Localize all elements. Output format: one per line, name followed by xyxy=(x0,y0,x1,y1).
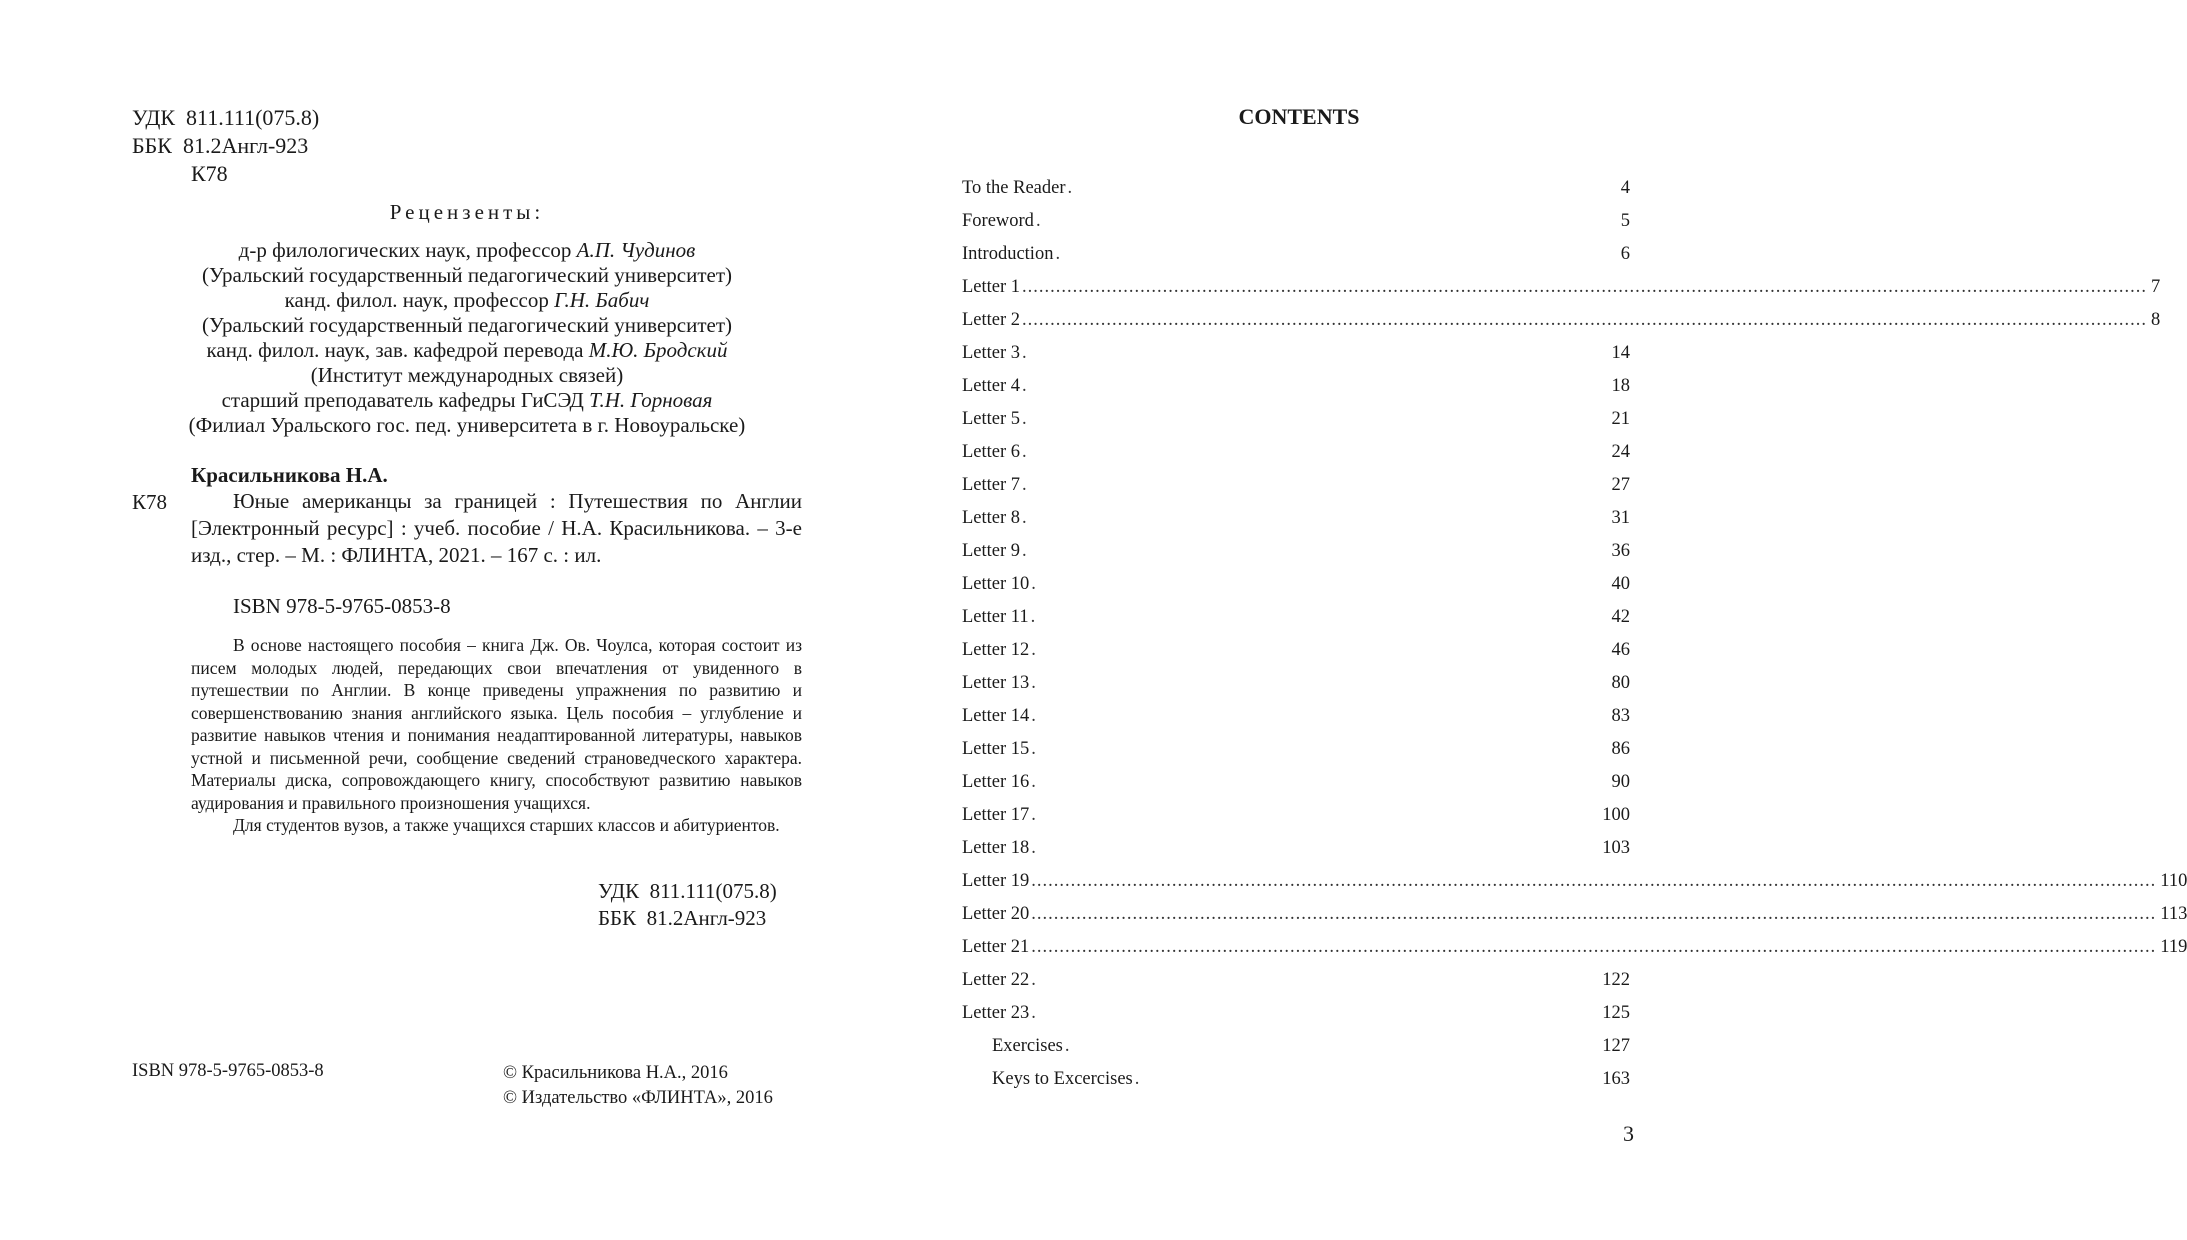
toc-entry[interactable] xyxy=(962,541,1630,574)
toc-entry-label: Letter 1 xyxy=(962,277,1021,297)
toc-entry-label: Letter 14 xyxy=(962,706,1030,726)
toc-leader: . xyxy=(1030,607,1037,627)
reviewer-text: старший преподаватель кафедры ГиСЭД xyxy=(221,388,590,412)
toc-leader: . xyxy=(1134,1069,1141,1089)
toc-leader: . xyxy=(1031,838,1037,858)
toc-entry-label: Keys to Excercises xyxy=(992,1069,1133,1089)
copyright-publisher: © Издательство «ФЛИНТА», 2016 xyxy=(503,1088,773,1108)
toc-entry-page: 110 xyxy=(2160,871,2187,891)
bbk-code: ББК 81.2Англ-923 xyxy=(132,133,309,158)
audience-paragraph: Для студентов вузов, а также учащихся старших классов и абитуриентов. xyxy=(233,815,780,835)
toc-entry-page: 113 xyxy=(2160,904,2187,924)
toc-entry[interactable] xyxy=(962,574,1630,607)
toc-entry-page: 163 xyxy=(1602,1069,1630,1089)
toc-entry-label: Letter 22 xyxy=(962,970,1030,990)
bibliographic-text: Юные американцы за границей : Путешествия по Англии [Электронный ресурс] : учеб. пособие / Н.А. Красильникова. – 3-е изд., стер. – М. : ФЛИНТА, 2021. – 167 с. : ил. xyxy=(191,489,802,567)
toc-entry[interactable] xyxy=(962,1003,1630,1036)
toc-entry-page: 21 xyxy=(1611,409,1630,429)
toc-entry[interactable] xyxy=(962,244,1630,277)
left-page xyxy=(0,0,877,1240)
toc-entry[interactable] xyxy=(962,409,1630,442)
contents-title-wrap: CONTENTS xyxy=(1238,104,1360,129)
reviewer-line xyxy=(132,238,802,263)
toc-entry-page: 5 xyxy=(1620,211,1630,231)
reviewer-name: Г.Н. Бабич xyxy=(554,288,650,312)
toc-entry-label: Letter 4 xyxy=(962,376,1021,396)
toc-leader: . xyxy=(1064,1036,1071,1056)
reviewer-line xyxy=(132,288,802,313)
toc-entry-label: Exercises xyxy=(992,1036,1063,1056)
reviewer-line xyxy=(132,313,802,338)
toc-leader: . xyxy=(1022,475,1028,495)
toc-entry-label: Letter 6 xyxy=(962,442,1021,462)
toc-leader: . xyxy=(1067,178,1074,198)
toc-entry[interactable] xyxy=(962,310,2161,343)
bibliographic-record xyxy=(191,488,802,569)
reviewers-list xyxy=(132,238,802,438)
toc-leader: . xyxy=(1022,508,1028,528)
toc-entry-label: Letter 13 xyxy=(962,673,1030,693)
author-name: Красильникова Н.А. xyxy=(191,463,388,487)
toc-entry[interactable] xyxy=(962,1036,1630,1069)
udk-code: УДК 811.111(075.8) xyxy=(132,105,320,130)
isbn-footer: ISBN 978-5-9765-0853-8 xyxy=(132,1061,324,1081)
abstract-paragraph: В основе настоящего пособия – книга Дж. Ов. Чоулса, которая состоит из писем молодых людей, передающих свои впечатления от увиденного в путешествии по Англии. В конце приведены упражнения по развитию и совершенствованию знания английского языка. Цель пособия – углубление и развитие навыков чтения и понимания неадаптированной литературы, навыков устной и письменной речи, сообщение сведений страноведческого характера. Материалы диска, сопровождающего книгу, способствуют развитию навыков аудирования и правильного произношения учащихся. xyxy=(191,635,802,813)
reviewer-text: канд. филол. наук, зав. кафедрой перевода xyxy=(206,338,589,362)
reviewer-line xyxy=(132,388,802,413)
toc-entry-page: 127 xyxy=(1602,1036,1630,1056)
toc-leader: . xyxy=(1031,772,1037,792)
classification-block xyxy=(132,104,319,188)
toc-entry[interactable] xyxy=(962,805,1630,838)
toc-entry-label: Letter 17 xyxy=(962,805,1030,825)
reviewer-text: (Институт международных связей) xyxy=(310,363,624,387)
right-page xyxy=(877,0,2187,1240)
reviewer-name: А.П. Чудинов xyxy=(576,238,696,262)
toc-entry[interactable] xyxy=(962,838,1630,871)
toc-leader: ........................................................................................................................................................................................................ xyxy=(1031,937,2157,957)
toc-entry[interactable] xyxy=(962,442,1630,475)
author-mark: К78 xyxy=(191,161,228,186)
toc-entry-page: 80 xyxy=(1611,673,1630,693)
toc-entry[interactable] xyxy=(962,673,1630,706)
reviewer-text: (Уральский государственный педагогический университет) xyxy=(201,313,733,337)
reviewer-text: канд. филол. наук, профессор xyxy=(284,288,555,312)
toc-entry-label: Letter 16 xyxy=(962,772,1030,792)
toc-entry-page: 31 xyxy=(1611,508,1630,528)
toc-leader: . xyxy=(1022,409,1028,429)
toc-entry[interactable] xyxy=(962,871,2187,904)
toc-entry[interactable] xyxy=(962,772,1630,805)
toc-entry-page: 40 xyxy=(1611,574,1630,594)
toc-entry[interactable] xyxy=(962,211,1630,244)
toc-leader: ........................................................................................................................................................................................................ xyxy=(1022,277,2148,297)
toc-entry-label: Letter 23 xyxy=(962,1003,1030,1023)
toc-entry-page: 27 xyxy=(1611,475,1630,495)
toc-entry-page: 90 xyxy=(1611,772,1630,792)
toc-entry-label: Letter 10 xyxy=(962,574,1030,594)
toc-entry[interactable] xyxy=(962,343,1630,376)
toc-entry[interactable] xyxy=(962,640,1630,673)
toc-entry-page: 125 xyxy=(1602,1003,1630,1023)
copyright-block xyxy=(503,1061,773,1111)
toc-entry-label: Letter 8 xyxy=(962,508,1021,528)
author-mark-margin: К78 xyxy=(132,490,168,514)
reviewers-heading: Рецензенты: xyxy=(389,200,545,224)
toc-leader: . xyxy=(1022,541,1028,561)
toc-leader: . xyxy=(1031,640,1037,660)
toc-entry-page: 119 xyxy=(2160,937,2187,957)
toc-entry-page: 42 xyxy=(1611,607,1630,627)
toc-entry-label: Letter 7 xyxy=(962,475,1021,495)
classification-bottom xyxy=(598,878,777,932)
reviewer-line xyxy=(132,413,802,438)
toc-entry[interactable] xyxy=(962,706,1630,739)
toc-entry-page: 100 xyxy=(1602,805,1630,825)
toc-entry-page: 83 xyxy=(1611,706,1630,726)
toc-leader: . xyxy=(1031,574,1037,594)
toc-entry-label: Letter 19 xyxy=(962,871,1030,891)
toc-entry[interactable] xyxy=(962,1069,1630,1102)
abstract xyxy=(191,634,802,837)
toc-entry-label: Letter 9 xyxy=(962,541,1021,561)
table-of-contents xyxy=(962,178,2187,1102)
reviewer-name: М.Ю. Бродский xyxy=(588,338,728,362)
toc-entry[interactable] xyxy=(962,508,1630,541)
toc-entry-label: Letter 18 xyxy=(962,838,1030,858)
toc-entry-label: Letter 12 xyxy=(962,640,1030,660)
toc-leader: . xyxy=(1031,739,1037,759)
toc-entry-label: Introduction xyxy=(962,244,1054,264)
toc-entry[interactable] xyxy=(962,739,1630,772)
toc-entry-page: 18 xyxy=(1611,376,1630,396)
toc-entry[interactable] xyxy=(962,937,2187,970)
toc-entry-page: 6 xyxy=(1620,244,1630,264)
toc-entry[interactable] xyxy=(962,904,2187,937)
toc-entry[interactable] xyxy=(962,178,1630,211)
toc-leader: ........................................................................................................................................................................................................ xyxy=(1031,904,2157,924)
toc-entry-label: Foreword xyxy=(962,211,1034,231)
toc-entry-page: 24 xyxy=(1611,442,1630,462)
udk-code-bottom: УДК 811.111(075.8) xyxy=(598,879,777,903)
toc-entry-label: Letter 11 xyxy=(962,607,1029,627)
reviewer-name: Т.Н. Горновая xyxy=(589,388,713,412)
toc-entry-page: 122 xyxy=(1602,970,1630,990)
page-number: 3 xyxy=(1623,1121,1634,1146)
toc-entry[interactable] xyxy=(962,607,1630,640)
toc-entry-page: 8 xyxy=(2151,310,2161,330)
reviewer-line xyxy=(132,363,802,388)
toc-entry-label: Letter 15 xyxy=(962,739,1030,759)
toc-entry-page: 103 xyxy=(1602,838,1630,858)
toc-entry-label: Letter 5 xyxy=(962,409,1021,429)
toc-entry[interactable] xyxy=(962,277,2161,310)
isbn: ISBN 978-5-9765-0853-8 xyxy=(233,594,451,618)
toc-entry[interactable] xyxy=(962,475,1630,508)
toc-entry-label: To the Reader xyxy=(962,178,1066,198)
toc-entry-page: 4 xyxy=(1620,178,1630,198)
toc-leader: . xyxy=(1031,970,1037,990)
toc-entry[interactable] xyxy=(962,970,1630,1003)
bbk-code-bottom: ББК 81.2Англ-923 xyxy=(598,906,767,930)
reviewer-text: (Уральский государственный педагогический университет) xyxy=(201,263,733,287)
copyright-author: © Красильникова Н.А., 2016 xyxy=(503,1063,728,1083)
reviewer-line xyxy=(132,263,802,288)
toc-leader: . xyxy=(1031,805,1037,825)
toc-entry-page: 7 xyxy=(2151,277,2161,297)
toc-entry-label: Letter 20 xyxy=(962,904,1030,924)
toc-leader: ........................................................................................................................................................................................................ xyxy=(1022,310,2148,330)
toc-entry-label: Letter 3 xyxy=(962,343,1021,363)
toc-entry[interactable] xyxy=(962,376,1630,409)
toc-entry-label: Letter 2 xyxy=(962,310,1021,330)
toc-leader: ........................................................................................................................................................................................................ xyxy=(1031,871,2157,891)
toc-leader: . xyxy=(1055,244,1062,264)
toc-leader: . xyxy=(1022,442,1028,462)
toc-entry-page: 86 xyxy=(1611,739,1630,759)
toc-entry-page: 46 xyxy=(1611,640,1630,660)
reviewer-text: д-р филологических наук, профессор xyxy=(238,238,577,262)
toc-leader: . xyxy=(1035,211,1042,231)
reviewer-line xyxy=(132,338,802,363)
toc-leader: . xyxy=(1022,343,1028,363)
toc-entry-page: 14 xyxy=(1611,343,1630,363)
reviewer-text: (Филиал Уральского гос. пед. университета в г. Новоуральске) xyxy=(188,413,746,437)
toc-leader: . xyxy=(1031,673,1037,693)
toc-entry-label: Letter 21 xyxy=(962,937,1030,957)
toc-leader: . xyxy=(1031,706,1037,726)
toc-entry-page: 36 xyxy=(1611,541,1630,561)
toc-leader: . xyxy=(1022,376,1028,396)
toc-leader: . xyxy=(1031,1003,1037,1023)
